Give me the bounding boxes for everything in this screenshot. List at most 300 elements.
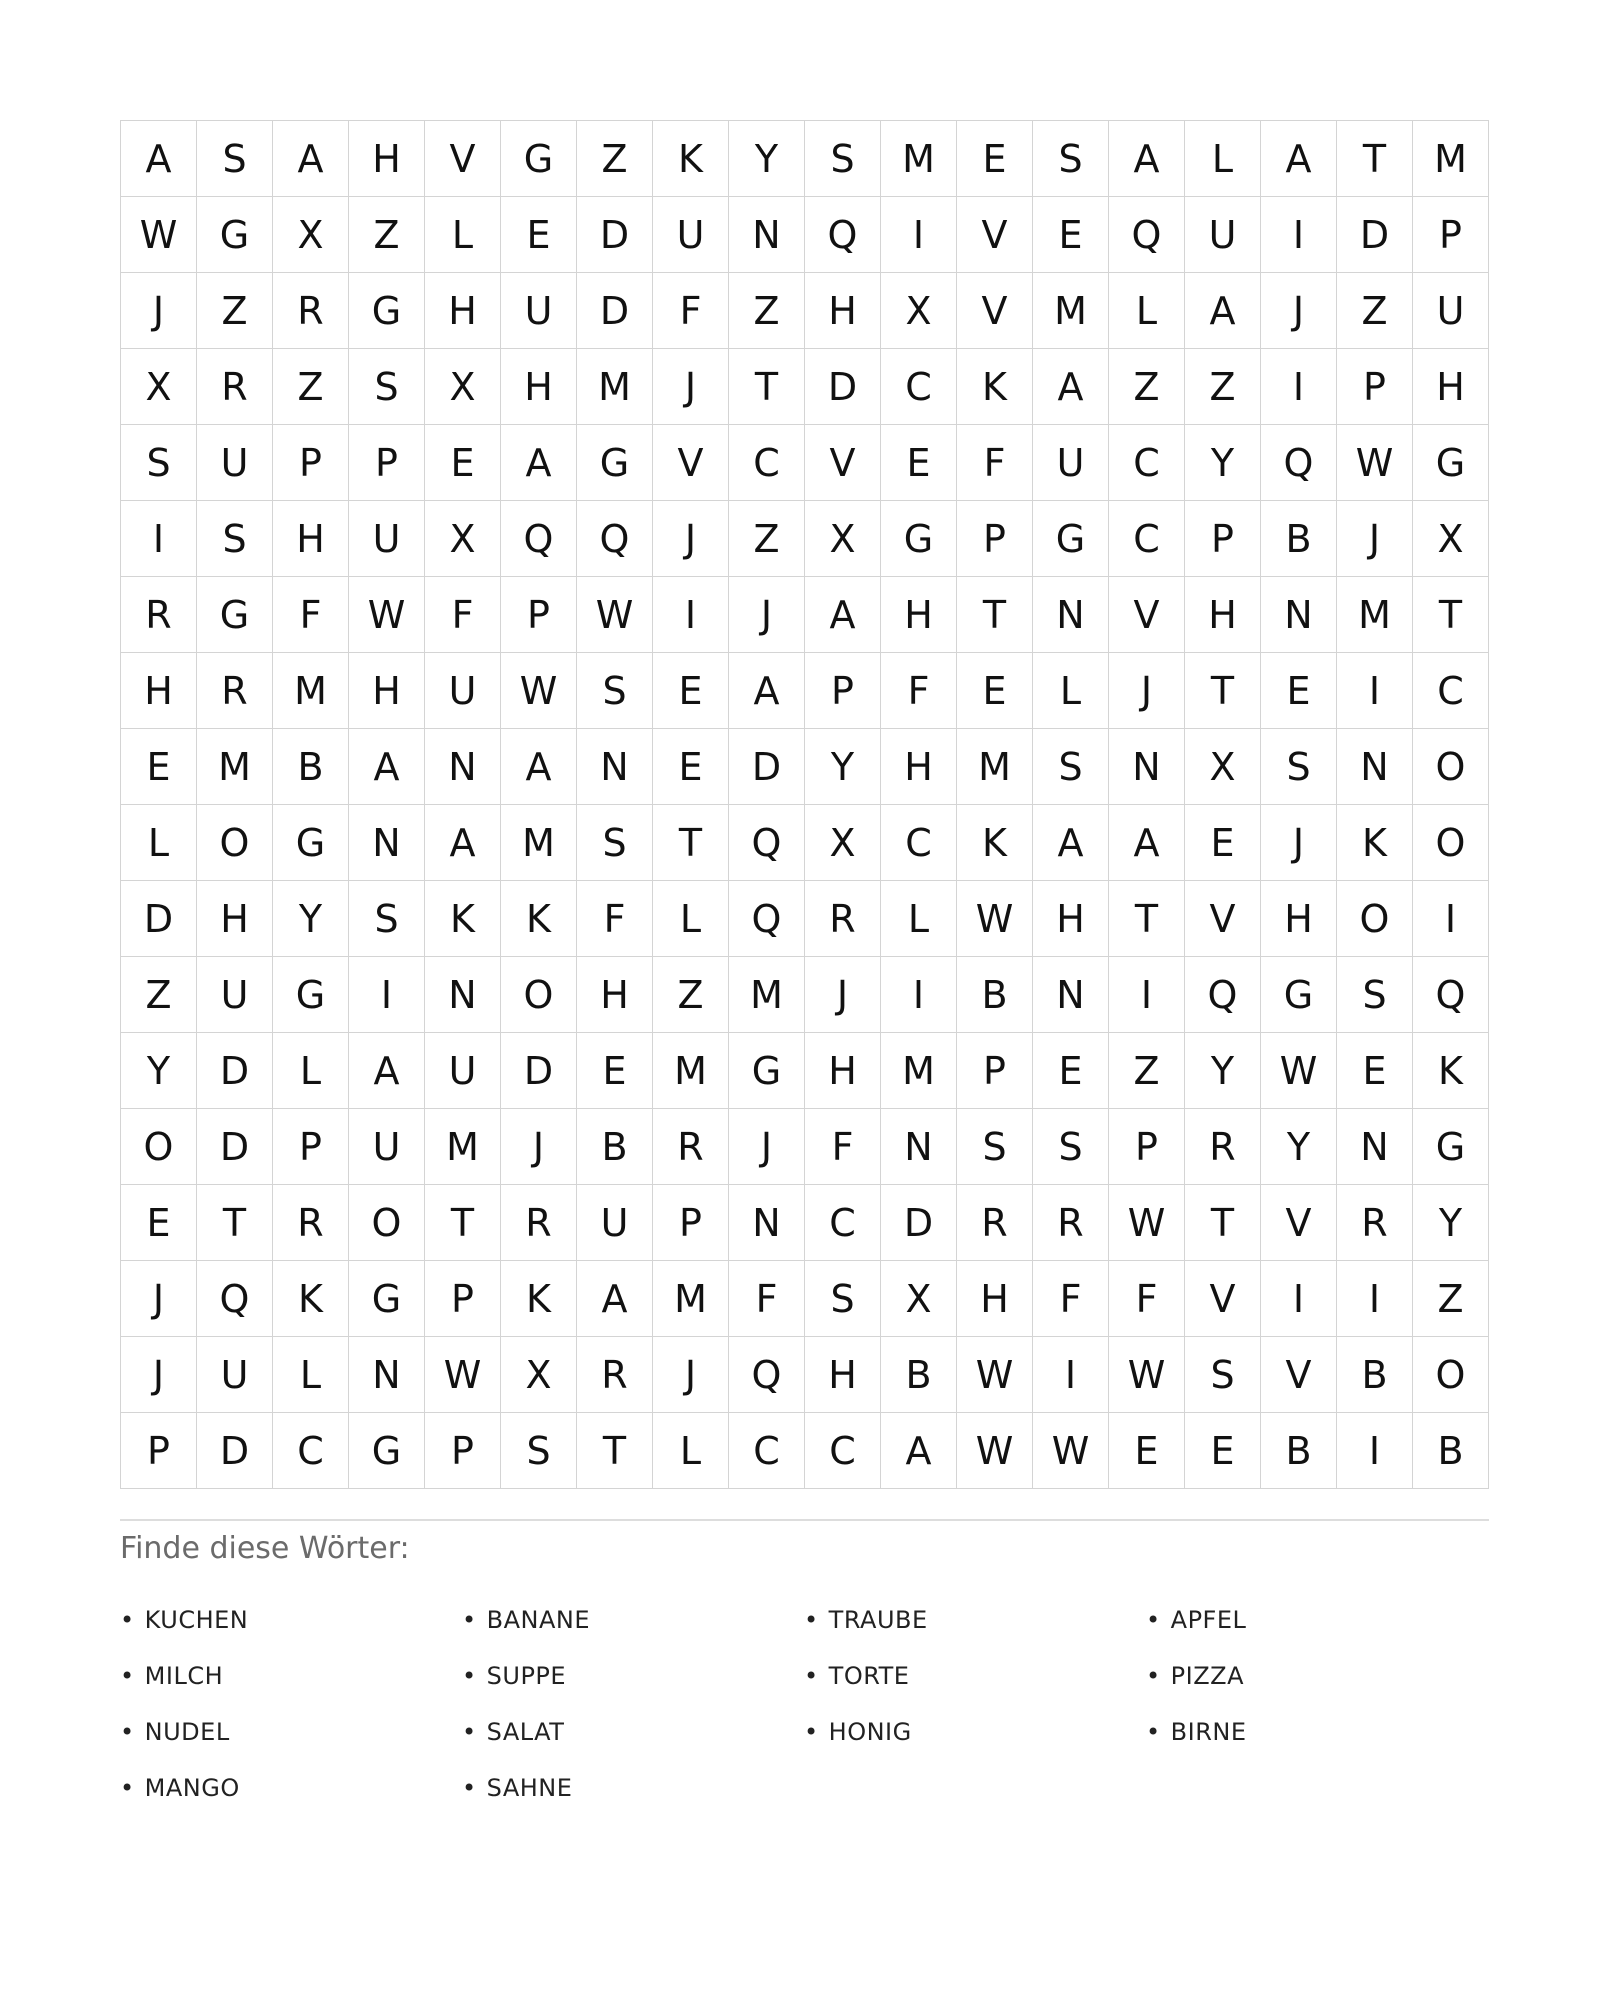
grid-cell[interactable]: Q xyxy=(1185,957,1261,1033)
grid-cell[interactable]: Q xyxy=(501,501,577,577)
grid-cell[interactable]: X xyxy=(805,805,881,881)
grid-cell[interactable]: Y xyxy=(1413,1185,1489,1261)
grid-cell[interactable]: E xyxy=(653,729,729,805)
grid-cell[interactable]: G xyxy=(881,501,957,577)
grid-cell[interactable]: H xyxy=(121,653,197,729)
grid-cell[interactable]: V xyxy=(1109,577,1185,653)
grid-cell[interactable]: I xyxy=(1337,1261,1413,1337)
grid-cell[interactable]: N xyxy=(1337,729,1413,805)
grid-cell[interactable]: R xyxy=(273,1185,349,1261)
grid-cell[interactable]: C xyxy=(1109,425,1185,501)
grid-cell[interactable]: A xyxy=(1109,121,1185,197)
grid-cell[interactable]: L xyxy=(273,1337,349,1413)
grid-cell[interactable]: X xyxy=(1413,501,1489,577)
grid-cell[interactable]: T xyxy=(1109,881,1185,957)
grid-cell[interactable]: Y xyxy=(1185,1033,1261,1109)
grid-cell[interactable]: U xyxy=(1185,197,1261,273)
grid-cell[interactable]: C xyxy=(729,425,805,501)
grid-cell[interactable]: A xyxy=(501,729,577,805)
grid-cell[interactable]: P xyxy=(1413,197,1489,273)
grid-cell[interactable]: R xyxy=(957,1185,1033,1261)
grid-cell[interactable]: E xyxy=(425,425,501,501)
grid-cell[interactable]: G xyxy=(273,957,349,1033)
grid-cell[interactable]: A xyxy=(1261,121,1337,197)
grid-cell[interactable]: J xyxy=(653,501,729,577)
grid-cell[interactable]: U xyxy=(577,1185,653,1261)
grid-cell[interactable]: X xyxy=(1185,729,1261,805)
grid-cell[interactable]: D xyxy=(577,273,653,349)
grid-cell[interactable]: N xyxy=(729,197,805,273)
grid-cell[interactable]: D xyxy=(729,729,805,805)
grid-cell[interactable]: D xyxy=(577,197,653,273)
grid-cell[interactable]: P xyxy=(957,501,1033,577)
grid-cell[interactable]: B xyxy=(1261,1413,1337,1489)
grid-cell[interactable]: S xyxy=(1033,729,1109,805)
grid-cell[interactable]: P xyxy=(425,1413,501,1489)
grid-cell[interactable]: N xyxy=(349,1337,425,1413)
grid-cell[interactable]: I xyxy=(1413,881,1489,957)
grid-cell[interactable]: V xyxy=(1261,1185,1337,1261)
grid-cell[interactable]: D xyxy=(881,1185,957,1261)
grid-cell[interactable]: G xyxy=(273,805,349,881)
grid-cell[interactable]: L xyxy=(881,881,957,957)
grid-cell[interactable]: Q xyxy=(729,805,805,881)
grid-cell[interactable]: Z xyxy=(577,121,653,197)
grid-cell[interactable]: U xyxy=(197,425,273,501)
grid-cell[interactable]: Q xyxy=(577,501,653,577)
grid-cell[interactable]: L xyxy=(121,805,197,881)
grid-cell[interactable]: P xyxy=(957,1033,1033,1109)
grid-cell[interactable]: U xyxy=(1033,425,1109,501)
grid-cell[interactable]: E xyxy=(577,1033,653,1109)
grid-cell[interactable]: D xyxy=(197,1413,273,1489)
grid-cell[interactable]: W xyxy=(425,1337,501,1413)
grid-cell[interactable]: U xyxy=(425,653,501,729)
grid-cell[interactable]: Q xyxy=(1109,197,1185,273)
grid-cell[interactable]: O xyxy=(1413,1337,1489,1413)
grid-cell[interactable]: C xyxy=(729,1413,805,1489)
grid-cell[interactable]: W xyxy=(1033,1413,1109,1489)
grid-cell[interactable]: S xyxy=(1033,121,1109,197)
grid-cell[interactable]: A xyxy=(425,805,501,881)
grid-cell[interactable]: M xyxy=(957,729,1033,805)
grid-cell[interactable]: F xyxy=(577,881,653,957)
grid-cell[interactable]: Z xyxy=(349,197,425,273)
grid-cell[interactable]: D xyxy=(121,881,197,957)
grid-cell[interactable]: S xyxy=(121,425,197,501)
grid-cell[interactable]: N xyxy=(1109,729,1185,805)
grid-cell[interactable]: S xyxy=(349,881,425,957)
grid-cell[interactable]: X xyxy=(121,349,197,425)
grid-cell[interactable]: P xyxy=(1337,349,1413,425)
grid-cell[interactable]: X xyxy=(881,1261,957,1337)
grid-cell[interactable]: L xyxy=(1109,273,1185,349)
grid-cell[interactable]: A xyxy=(729,653,805,729)
grid-cell[interactable]: P xyxy=(349,425,425,501)
grid-cell[interactable]: E xyxy=(1033,1033,1109,1109)
grid-cell[interactable]: W xyxy=(1109,1185,1185,1261)
grid-cell[interactable]: O xyxy=(1337,881,1413,957)
grid-cell[interactable]: W xyxy=(957,1337,1033,1413)
grid-cell[interactable]: Z xyxy=(121,957,197,1033)
grid-cell[interactable]: H xyxy=(1413,349,1489,425)
grid-cell[interactable]: T xyxy=(653,805,729,881)
grid-cell[interactable]: S xyxy=(1337,957,1413,1033)
grid-cell[interactable]: N xyxy=(1261,577,1337,653)
grid-cell[interactable]: E xyxy=(1185,1413,1261,1489)
grid-cell[interactable]: A xyxy=(881,1413,957,1489)
grid-cell[interactable]: V xyxy=(805,425,881,501)
grid-cell[interactable]: C xyxy=(1413,653,1489,729)
grid-cell[interactable]: F xyxy=(653,273,729,349)
grid-cell[interactable]: E xyxy=(1337,1033,1413,1109)
grid-cell[interactable]: X xyxy=(425,349,501,425)
grid-cell[interactable]: F xyxy=(1109,1261,1185,1337)
grid-cell[interactable]: M xyxy=(729,957,805,1033)
grid-cell[interactable]: Z xyxy=(273,349,349,425)
grid-cell[interactable]: R xyxy=(121,577,197,653)
grid-cell[interactable]: E xyxy=(501,197,577,273)
grid-cell[interactable]: T xyxy=(1185,1185,1261,1261)
grid-cell[interactable]: H xyxy=(805,1033,881,1109)
grid-cell[interactable]: U xyxy=(197,957,273,1033)
grid-cell[interactable]: U xyxy=(349,501,425,577)
grid-cell[interactable]: T xyxy=(957,577,1033,653)
grid-cell[interactable]: H xyxy=(957,1261,1033,1337)
grid-cell[interactable]: H xyxy=(349,121,425,197)
grid-cell[interactable]: J xyxy=(121,1261,197,1337)
grid-cell[interactable]: I xyxy=(1261,1261,1337,1337)
grid-cell[interactable]: J xyxy=(729,577,805,653)
grid-cell[interactable]: G xyxy=(1413,1109,1489,1185)
grid-cell[interactable]: I xyxy=(881,197,957,273)
grid-cell[interactable]: F xyxy=(425,577,501,653)
grid-cell[interactable]: J xyxy=(729,1109,805,1185)
grid-cell[interactable]: C xyxy=(805,1413,881,1489)
grid-cell[interactable]: R xyxy=(273,273,349,349)
grid-cell[interactable]: L xyxy=(425,197,501,273)
grid-cell[interactable]: U xyxy=(197,1337,273,1413)
grid-cell[interactable]: A xyxy=(1109,805,1185,881)
grid-cell[interactable]: B xyxy=(577,1109,653,1185)
grid-cell[interactable]: S xyxy=(1033,1109,1109,1185)
grid-cell[interactable]: F xyxy=(957,425,1033,501)
grid-cell[interactable]: P xyxy=(121,1413,197,1489)
grid-cell[interactable]: N xyxy=(1033,577,1109,653)
grid-cell[interactable]: T xyxy=(577,1413,653,1489)
grid-cell[interactable]: G xyxy=(1413,425,1489,501)
grid-cell[interactable]: I xyxy=(121,501,197,577)
grid-cell[interactable]: G xyxy=(197,577,273,653)
grid-cell[interactable]: H xyxy=(273,501,349,577)
grid-cell[interactable]: M xyxy=(1337,577,1413,653)
grid-cell[interactable]: H xyxy=(881,729,957,805)
grid-cell[interactable]: H xyxy=(881,577,957,653)
grid-cell[interactable]: U xyxy=(501,273,577,349)
grid-cell[interactable]: C xyxy=(881,349,957,425)
grid-cell[interactable]: V xyxy=(1185,881,1261,957)
grid-cell[interactable]: L xyxy=(653,881,729,957)
grid-cell[interactable]: S xyxy=(957,1109,1033,1185)
grid-cell[interactable]: Q xyxy=(729,1337,805,1413)
grid-cell[interactable]: W xyxy=(957,1413,1033,1489)
grid-cell[interactable]: R xyxy=(197,349,273,425)
grid-cell[interactable]: B xyxy=(957,957,1033,1033)
grid-cell[interactable]: J xyxy=(121,1337,197,1413)
grid-cell[interactable]: P xyxy=(1185,501,1261,577)
grid-cell[interactable]: M xyxy=(197,729,273,805)
grid-cell[interactable]: D xyxy=(1337,197,1413,273)
grid-cell[interactable]: W xyxy=(121,197,197,273)
grid-cell[interactable]: K xyxy=(501,881,577,957)
grid-cell[interactable]: Y xyxy=(805,729,881,805)
grid-cell[interactable]: R xyxy=(501,1185,577,1261)
grid-cell[interactable]: O xyxy=(501,957,577,1033)
grid-cell[interactable]: D xyxy=(197,1109,273,1185)
grid-cell[interactable]: J xyxy=(1337,501,1413,577)
grid-cell[interactable]: E xyxy=(957,121,1033,197)
grid-cell[interactable]: K xyxy=(653,121,729,197)
grid-cell[interactable]: N xyxy=(425,729,501,805)
grid-cell[interactable]: T xyxy=(425,1185,501,1261)
grid-cell[interactable]: Y xyxy=(729,121,805,197)
grid-cell[interactable]: T xyxy=(729,349,805,425)
grid-cell[interactable]: V xyxy=(957,197,1033,273)
grid-cell[interactable]: X xyxy=(273,197,349,273)
grid-cell[interactable]: M xyxy=(1413,121,1489,197)
grid-cell[interactable]: O xyxy=(121,1109,197,1185)
grid-cell[interactable]: K xyxy=(501,1261,577,1337)
grid-cell[interactable]: A xyxy=(1033,349,1109,425)
grid-cell[interactable]: Y xyxy=(1261,1109,1337,1185)
grid-cell[interactable]: H xyxy=(1261,881,1337,957)
grid-cell[interactable]: V xyxy=(425,121,501,197)
grid-cell[interactable]: J xyxy=(653,349,729,425)
grid-cell[interactable]: M xyxy=(577,349,653,425)
grid-cell[interactable]: T xyxy=(197,1185,273,1261)
grid-cell[interactable]: K xyxy=(1337,805,1413,881)
grid-cell[interactable]: Z xyxy=(1413,1261,1489,1337)
grid-cell[interactable]: H xyxy=(349,653,425,729)
grid-cell[interactable]: E xyxy=(881,425,957,501)
grid-cell[interactable]: R xyxy=(1185,1109,1261,1185)
grid-cell[interactable]: Q xyxy=(1261,425,1337,501)
grid-cell[interactable]: G xyxy=(729,1033,805,1109)
grid-cell[interactable]: M xyxy=(881,121,957,197)
grid-cell[interactable]: O xyxy=(1413,729,1489,805)
grid-cell[interactable]: E xyxy=(1033,197,1109,273)
grid-cell[interactable]: H xyxy=(197,881,273,957)
grid-cell[interactable]: D xyxy=(501,1033,577,1109)
grid-cell[interactable]: L xyxy=(653,1413,729,1489)
grid-cell[interactable]: L xyxy=(1185,121,1261,197)
grid-cell[interactable]: C xyxy=(273,1413,349,1489)
grid-cell[interactable]: H xyxy=(1033,881,1109,957)
grid-cell[interactable]: F xyxy=(805,1109,881,1185)
grid-cell[interactable]: S xyxy=(577,805,653,881)
grid-cell[interactable]: P xyxy=(273,425,349,501)
grid-cell[interactable]: Z xyxy=(197,273,273,349)
grid-cell[interactable]: P xyxy=(1109,1109,1185,1185)
grid-cell[interactable]: V xyxy=(1185,1261,1261,1337)
grid-cell[interactable]: M xyxy=(881,1033,957,1109)
grid-cell[interactable]: A xyxy=(349,729,425,805)
grid-cell[interactable]: X xyxy=(805,501,881,577)
grid-cell[interactable]: J xyxy=(805,957,881,1033)
grid-cell[interactable]: J xyxy=(653,1337,729,1413)
grid-cell[interactable]: Y xyxy=(121,1033,197,1109)
grid-cell[interactable]: J xyxy=(501,1109,577,1185)
grid-cell[interactable]: T xyxy=(1413,577,1489,653)
grid-cell[interactable]: E xyxy=(121,1185,197,1261)
grid-cell[interactable]: B xyxy=(273,729,349,805)
grid-cell[interactable]: G xyxy=(1261,957,1337,1033)
grid-cell[interactable]: W xyxy=(501,653,577,729)
grid-cell[interactable]: E xyxy=(653,653,729,729)
grid-cell[interactable]: K xyxy=(1413,1033,1489,1109)
grid-cell[interactable]: K xyxy=(957,805,1033,881)
grid-cell[interactable]: Q xyxy=(729,881,805,957)
grid-cell[interactable]: D xyxy=(197,1033,273,1109)
grid-cell[interactable]: I xyxy=(1261,197,1337,273)
grid-cell[interactable]: Z xyxy=(729,501,805,577)
grid-cell[interactable]: G xyxy=(349,1413,425,1489)
grid-cell[interactable]: A xyxy=(577,1261,653,1337)
grid-cell[interactable]: B xyxy=(881,1337,957,1413)
grid-cell[interactable]: A xyxy=(501,425,577,501)
grid-cell[interactable]: M xyxy=(1033,273,1109,349)
grid-cell[interactable]: U xyxy=(425,1033,501,1109)
grid-cell[interactable]: B xyxy=(1413,1413,1489,1489)
grid-cell[interactable]: Z xyxy=(1185,349,1261,425)
grid-cell[interactable]: A xyxy=(805,577,881,653)
grid-cell[interactable]: G xyxy=(577,425,653,501)
grid-cell[interactable]: I xyxy=(1337,653,1413,729)
grid-cell[interactable]: X xyxy=(425,501,501,577)
grid-cell[interactable]: X xyxy=(881,273,957,349)
grid-cell[interactable]: H xyxy=(1185,577,1261,653)
grid-cell[interactable]: F xyxy=(729,1261,805,1337)
grid-cell[interactable]: Q xyxy=(1413,957,1489,1033)
grid-cell[interactable]: J xyxy=(121,273,197,349)
grid-cell[interactable]: S xyxy=(577,653,653,729)
grid-cell[interactable]: Q xyxy=(197,1261,273,1337)
grid-cell[interactable]: M xyxy=(425,1109,501,1185)
grid-cell[interactable]: Z xyxy=(1109,349,1185,425)
grid-cell[interactable]: L xyxy=(1033,653,1109,729)
grid-cell[interactable]: U xyxy=(653,197,729,273)
grid-cell[interactable]: W xyxy=(349,577,425,653)
grid-cell[interactable]: M xyxy=(653,1033,729,1109)
grid-cell[interactable]: I xyxy=(349,957,425,1033)
grid-cell[interactable]: V xyxy=(1261,1337,1337,1413)
grid-cell[interactable]: H xyxy=(501,349,577,425)
grid-cell[interactable]: T xyxy=(1337,121,1413,197)
grid-cell[interactable]: C xyxy=(805,1185,881,1261)
grid-cell[interactable]: H xyxy=(425,273,501,349)
grid-cell[interactable]: E xyxy=(1261,653,1337,729)
grid-cell[interactable]: M xyxy=(653,1261,729,1337)
grid-cell[interactable]: O xyxy=(197,805,273,881)
grid-cell[interactable]: A xyxy=(349,1033,425,1109)
grid-cell[interactable]: S xyxy=(1261,729,1337,805)
grid-cell[interactable]: G xyxy=(1033,501,1109,577)
grid-cell[interactable]: G xyxy=(349,273,425,349)
grid-cell[interactable]: R xyxy=(577,1337,653,1413)
grid-cell[interactable]: G xyxy=(349,1261,425,1337)
grid-cell[interactable]: I xyxy=(1033,1337,1109,1413)
grid-cell[interactable]: J xyxy=(1109,653,1185,729)
grid-cell[interactable]: S xyxy=(501,1413,577,1489)
grid-cell[interactable]: M xyxy=(501,805,577,881)
grid-cell[interactable]: K xyxy=(273,1261,349,1337)
grid-cell[interactable]: S xyxy=(197,121,273,197)
grid-cell[interactable]: Q xyxy=(805,197,881,273)
grid-cell[interactable]: F xyxy=(273,577,349,653)
grid-cell[interactable]: Y xyxy=(273,881,349,957)
grid-cell[interactable]: M xyxy=(273,653,349,729)
grid-cell[interactable]: I xyxy=(881,957,957,1033)
grid-cell[interactable]: F xyxy=(881,653,957,729)
grid-cell[interactable]: A xyxy=(1033,805,1109,881)
grid-cell[interactable]: R xyxy=(1337,1185,1413,1261)
grid-cell[interactable]: K xyxy=(425,881,501,957)
grid-cell[interactable]: V xyxy=(957,273,1033,349)
grid-cell[interactable]: W xyxy=(957,881,1033,957)
grid-cell[interactable]: D xyxy=(805,349,881,425)
grid-cell[interactable]: H xyxy=(805,273,881,349)
grid-cell[interactable]: I xyxy=(1109,957,1185,1033)
grid-cell[interactable]: B xyxy=(1337,1337,1413,1413)
grid-cell[interactable]: J xyxy=(1261,805,1337,881)
grid-cell[interactable]: R xyxy=(197,653,273,729)
grid-cell[interactable]: Z xyxy=(1337,273,1413,349)
grid-cell[interactable]: S xyxy=(805,121,881,197)
grid-cell[interactable]: J xyxy=(1261,273,1337,349)
grid-cell[interactable]: S xyxy=(197,501,273,577)
grid-cell[interactable]: P xyxy=(501,577,577,653)
grid-cell[interactable]: H xyxy=(805,1337,881,1413)
grid-cell[interactable]: E xyxy=(957,653,1033,729)
grid-cell[interactable]: E xyxy=(121,729,197,805)
grid-cell[interactable]: B xyxy=(1261,501,1337,577)
grid-cell[interactable]: Z xyxy=(729,273,805,349)
grid-cell[interactable]: P xyxy=(273,1109,349,1185)
grid-cell[interactable]: N xyxy=(729,1185,805,1261)
grid-cell[interactable]: W xyxy=(577,577,653,653)
grid-cell[interactable]: W xyxy=(1261,1033,1337,1109)
grid-cell[interactable]: H xyxy=(577,957,653,1033)
grid-cell[interactable]: P xyxy=(653,1185,729,1261)
grid-cell[interactable]: U xyxy=(1413,273,1489,349)
grid-cell[interactable]: W xyxy=(1109,1337,1185,1413)
grid-cell[interactable]: C xyxy=(881,805,957,881)
grid-cell[interactable]: A xyxy=(121,121,197,197)
grid-cell[interactable]: V xyxy=(653,425,729,501)
grid-cell[interactable]: E xyxy=(1109,1413,1185,1489)
grid-cell[interactable]: L xyxy=(273,1033,349,1109)
grid-cell[interactable]: R xyxy=(805,881,881,957)
grid-cell[interactable]: N xyxy=(349,805,425,881)
grid-cell[interactable]: E xyxy=(1185,805,1261,881)
grid-cell[interactable]: O xyxy=(1413,805,1489,881)
grid-cell[interactable]: N xyxy=(1033,957,1109,1033)
grid-cell[interactable]: S xyxy=(1185,1337,1261,1413)
grid-cell[interactable]: Y xyxy=(1185,425,1261,501)
grid-cell[interactable]: N xyxy=(425,957,501,1033)
grid-cell[interactable]: U xyxy=(349,1109,425,1185)
grid-cell[interactable]: S xyxy=(349,349,425,425)
